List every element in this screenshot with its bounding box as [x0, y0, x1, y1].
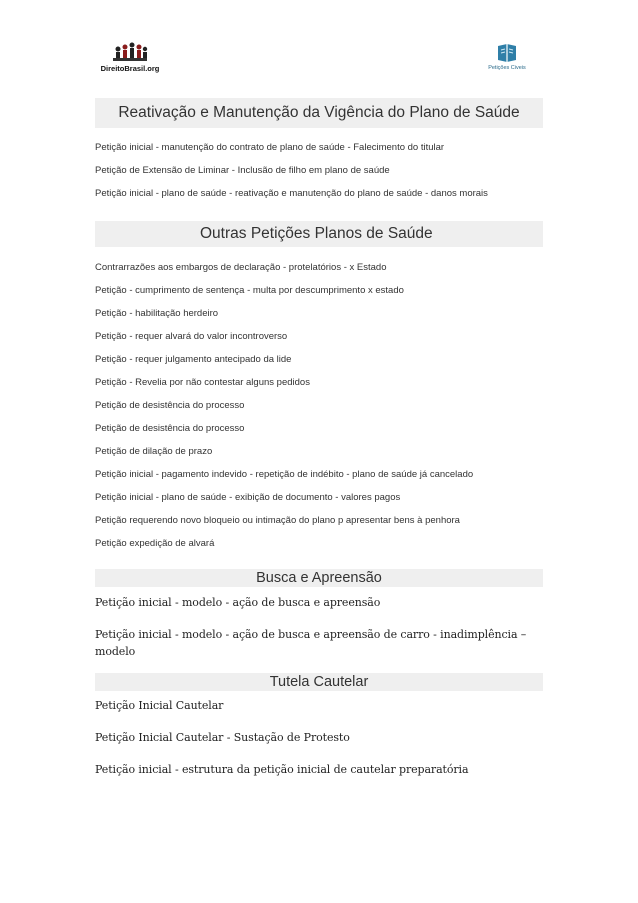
list-item[interactable]: Petição inicial - pagamento indevido - repetição de indébito - plano de saúde já cancelado	[95, 469, 474, 480]
heading-outras: Outras Petições Planos de Saúde	[95, 221, 543, 247]
list-item[interactable]: Contrarrazões aos embargos de declaração - protelatórios - x Estado	[95, 262, 387, 273]
heading-busca: Busca e Apreensão	[95, 569, 543, 587]
list-item[interactable]: Petição inicial - modelo - ação de busca e apreensão	[95, 596, 381, 609]
book-mark-icon	[495, 42, 519, 64]
list-item[interactable]: Petição inicial - estrutura da petição inicial de cautelar preparatória	[95, 763, 469, 776]
list-item[interactable]: Petição - cumprimento de sentença - multa por descumprimento x estado	[95, 285, 404, 296]
people-group-icon	[112, 40, 148, 62]
list-item[interactable]: Petição - requer alvará do valor incontroverso	[95, 331, 288, 342]
list-item[interactable]: Petição expedição de alvará	[95, 538, 215, 549]
list-item[interactable]: Petição Inicial Cautelar	[95, 699, 224, 712]
heading-reativacao: Reativação e Manutenção da Vigência do Plano de Saúde	[95, 98, 543, 128]
list-item[interactable]: Petição requerendo novo bloqueio ou intimação do plano p apresentar bens à penhora	[95, 515, 460, 526]
heading-tutela: Tutela Cautelar	[95, 673, 543, 691]
list-item[interactable]: Petição de desistência do processo	[95, 423, 245, 434]
direitobrasil-logo	[96, 40, 164, 80]
list-item[interactable]: Petição - Revelia por não contestar alguns pedidos	[95, 377, 310, 388]
list-item[interactable]: Petição de Extensão de Liminar - Inclusão de filho em plano de saúde	[95, 165, 390, 176]
list-item[interactable]: Petição inicial - manutenção do contrato de plano de saúde - Falecimento do titular	[95, 142, 445, 153]
logo-right-label: Petições Civeis	[488, 65, 526, 71]
list-item[interactable]: Petição de dilação de prazo	[95, 446, 213, 457]
logo-left-label: DireitoBrasil.org	[100, 64, 160, 73]
list-item[interactable]: Petição inicial - modelo - ação de busca e apreensão de carro - inadimplência – modelo	[95, 628, 527, 658]
list-item[interactable]: Petição inicial - plano de saúde - exibição de documento - valores pagos	[95, 492, 401, 503]
list-item[interactable]: Petição inicial - plano de saúde - reativação e manutenção do plano de saúde - danos morais	[95, 188, 488, 199]
peticoes-civeis-logo	[476, 42, 538, 78]
logo-right-sub	[476, 71, 538, 75]
list-item[interactable]: Petição - requer julgamento antecipado da lide	[95, 354, 292, 365]
list-item[interactable]: Petição Inicial Cautelar - Sustação de Protesto	[95, 731, 350, 744]
list-item[interactable]: Petição - habilitação herdeiro	[95, 308, 219, 319]
list-item[interactable]: Petição de desistência do processo	[95, 400, 245, 411]
